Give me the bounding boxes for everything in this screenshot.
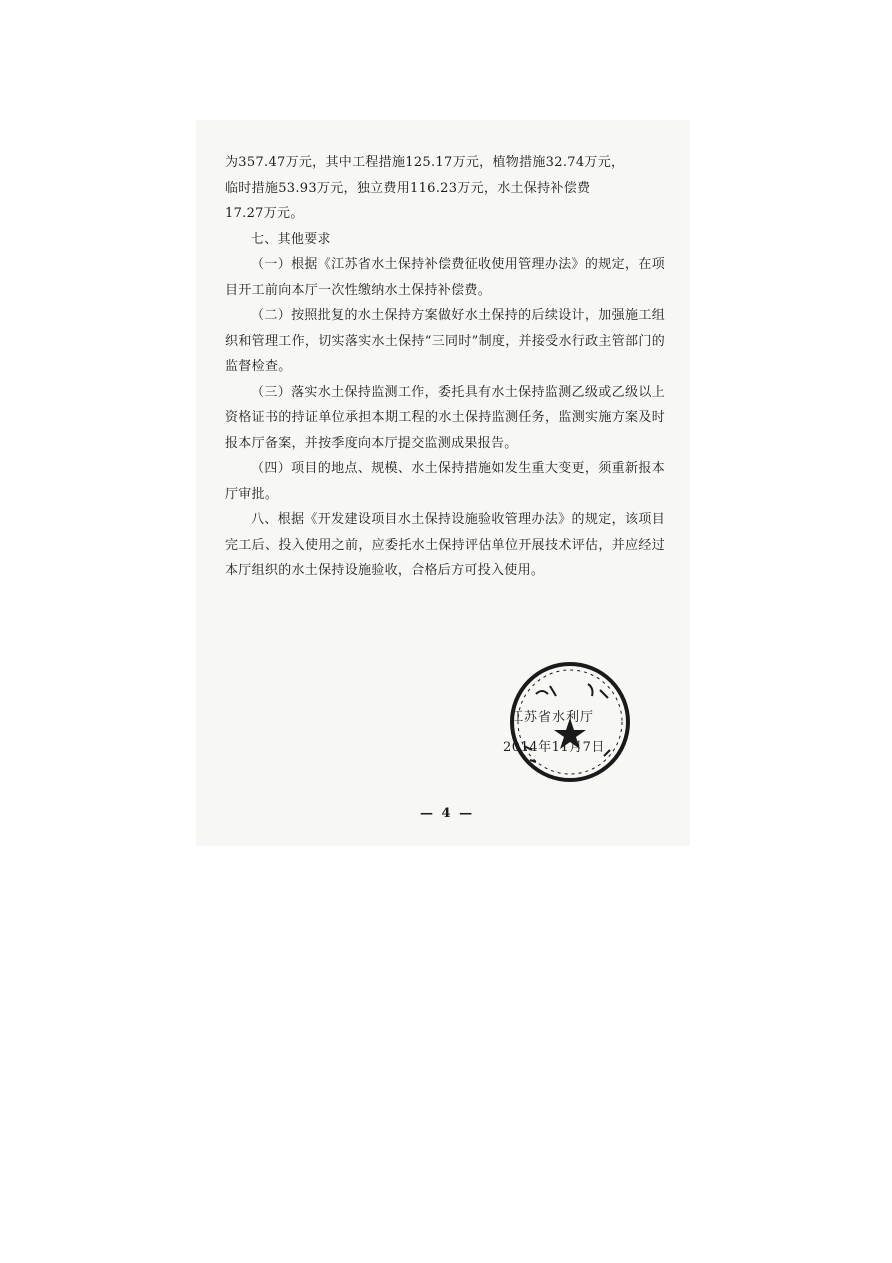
section-8-paragraph: 八、根据《开发建设项目水土保持设施验收管理办法》的规定，该项目完工后、投入使用之前，应委托水土保持评估单位开展技术评估，并应经过本厅组织的水土保持设施验收，合格后方可投入使用。 <box>225 512 665 578</box>
requirement-item-2: （二）按照批复的水土保持方案做好水土保持的后续设计，加强施工组织和管理工作，切实落实水土保持“三同时”制度，并接受水行政主管部门的监督检查。 <box>225 308 665 374</box>
page-number: — 4 — <box>420 806 475 821</box>
section-7-heading: 七、其他要求 <box>251 231 331 247</box>
requirement-item-3: （三）落实水土保持监测工作，委托具有水土保持监测乙级或乙级以上资格证书的持证单位承担本期工程的水土保持监测任务，监测实施方案及时报本厅备案，并按季度向本厅提交监测成果报告。 <box>225 384 665 451</box>
text-line-3: 17.27万元。 <box>225 206 304 221</box>
document-body <box>225 150 665 584</box>
text-line-2: 临时措施53.93万元，独立费用116.23万元，水土保持补偿费 <box>225 180 591 196</box>
issue-date: 2014年11月7日 <box>503 740 605 755</box>
requirement-item-1: （一）根据《江苏省水土保持补偿费征收使用管理办法》的规定，在项目开工前向本厅一次性缴纳水土保持补偿费。 <box>225 257 665 298</box>
text-line-1: 为357.47万元，其中工程措施125.17万元，植物措施32.74万元， <box>225 155 625 170</box>
requirement-item-4: （四）项目的地点、规模、水土保持措施如发生重大变更，须重新报本厅审批。 <box>225 461 665 502</box>
issuer-name: 江苏省水利厅 <box>510 710 595 725</box>
